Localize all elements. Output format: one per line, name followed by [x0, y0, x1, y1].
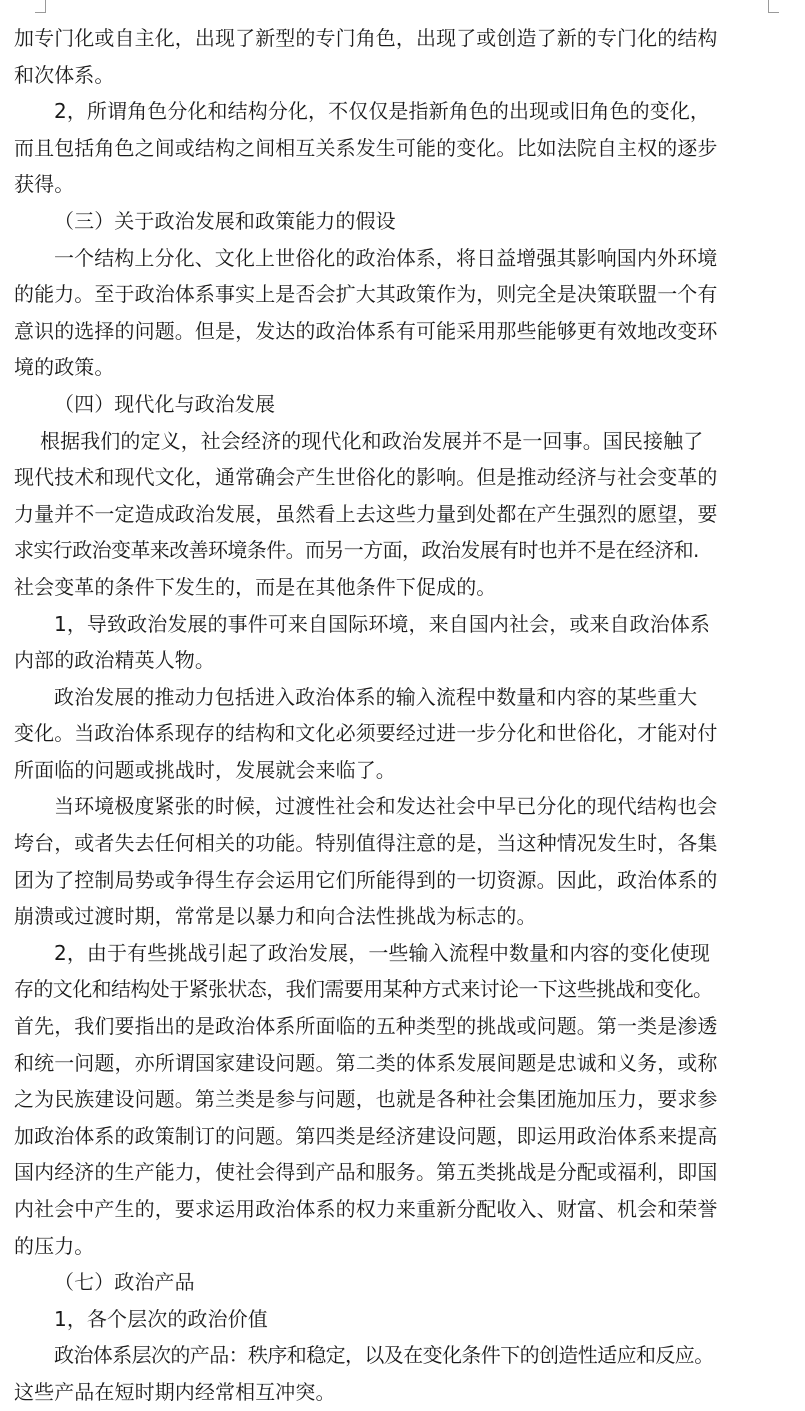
text-line: 政治发展的推动力包括进入政治体系的输入流程中数量和内容的某些重大	[54, 684, 698, 709]
text-line: 首先，我们要指出的是政治体系所面临的五种类型的挑战或问题。第一类是渗透	[14, 1014, 718, 1039]
text-line: 社会变革的条件下发生的，而是在其他条件下促成的。	[14, 574, 497, 599]
text-line: 的能力。至于政治体系事实上是否会扩大其政策作为，则完全是决策联盟一个有	[14, 282, 718, 307]
text-line: 团为了控制局势或争得生存会运用它们所能得到的一切资源。因此，政治体系的	[14, 867, 718, 892]
text-line: 这些产品在短时期内经常相互冲突。	[14, 1379, 336, 1404]
text-line: 获得。	[14, 172, 75, 197]
text-line: 境的政策。	[14, 355, 115, 380]
text-line: 国内经济的生产能力，使社会得到产品和服务。第五类挑战是分配或福利，即国	[14, 1160, 718, 1185]
text-line: 1，导致政治发展的事件可来自国际环境，来自国内社会，或来自政治体系	[54, 611, 711, 636]
text-line: 求实行政治变革来改善环境条件。而另一方面，政治发展有时也并不是在经济和.	[14, 538, 699, 563]
page-corner-mark-left	[35, 0, 46, 13]
text-line: 政治体系层次的产品：秩序和稳定，以及在变化条件下的创造性适应和反应。	[54, 1343, 714, 1368]
text-line: 存的文化和结构处于紧张状态，我们需要用某种方式来讨论一下这些挑战和变化。	[14, 977, 713, 1002]
text-line: 根据我们的定义，社会经济的现代化和政治发展并不是一回事。国民接触了	[40, 428, 704, 453]
text-line: 加专门化或自主化，出现了新型的专门角色，出现了或创造了新的专门化的结构	[14, 26, 718, 50]
text-line: 崩溃或过渡时期，常常是以暴力和向合法性挑战为标志的。	[14, 904, 537, 929]
text-line: 意识的选择的问题。但是，发达的政治体系有可能采用那些能够更有效地改变环	[14, 318, 718, 343]
text-line: 变化。当政治体系现存的结构和文化必须要经过进一步分化和世俗化，才能对付	[14, 721, 718, 746]
text-line: 的压力。	[14, 1233, 95, 1258]
text-line: 2，所谓角色分化和结构分化，不仅仅是指新角色的出现或旧角色的变化，	[54, 99, 711, 124]
text-line: （三）关于政治发展和政策能力的假设	[54, 208, 396, 233]
text-line: （七）政治产品	[54, 1270, 195, 1295]
text-line: 1，各个层次的政治价值	[54, 1306, 268, 1331]
text-line: 现代技术和现代文化，通常确会产生世俗化的影响。但是推动经济与社会变革的	[14, 465, 718, 490]
text-line: 内社会中产生的，要求运用政治体系的权力来重新分配收入、财富、机会和荣誉	[14, 1197, 718, 1221]
document-body	[14, 20, 789, 1411]
page-corner-mark-right	[768, 0, 779, 13]
text-line: 一个结构上分化、文化上世俗化的政治体系，将日益增强其影响国内外环境	[54, 245, 718, 270]
text-line: 内部的政治精英人物。	[14, 648, 215, 673]
text-line: （四）现代化与政治发展	[54, 391, 276, 416]
text-line: 和统一问题，亦所谓国家建设问题。第二类的体系发展间题是忠诚和义务，或称	[14, 1050, 718, 1075]
text-line: 所面临的问题或挑战时，发展就会来临了。	[14, 757, 396, 782]
text-line: 和次体系。	[14, 62, 115, 87]
text-line: 当环境极度紧张的时候，过渡性社会和发达社会中早已分化的现代结构也会	[54, 794, 718, 819]
text-line: 之为民族建设问题。第兰类是参与问题，也就是各种社会集团施加压力，要求参	[14, 1087, 718, 1112]
text-line: 加政治体系的政策制订的问题。第四类是经济建设问题，即运用政治体系来提高	[14, 1123, 718, 1148]
text-line: 垮台，或者失去任何相关的功能。特别值得注意的是，当这种情况发生时，各集	[14, 831, 718, 856]
text-line: 而且包括角色之间或结构之间相互关系发生可能的变化。比如法院自主权的逐步	[14, 135, 718, 160]
text-line: 2，由于有些挑战引起了政治发展，一些输入流程中数量和内容的变化使现	[54, 940, 711, 965]
text-line: 力量并不一定造成政治发展，虽然看上去这些力量到处都在产生强烈的愿望，要	[14, 501, 718, 526]
